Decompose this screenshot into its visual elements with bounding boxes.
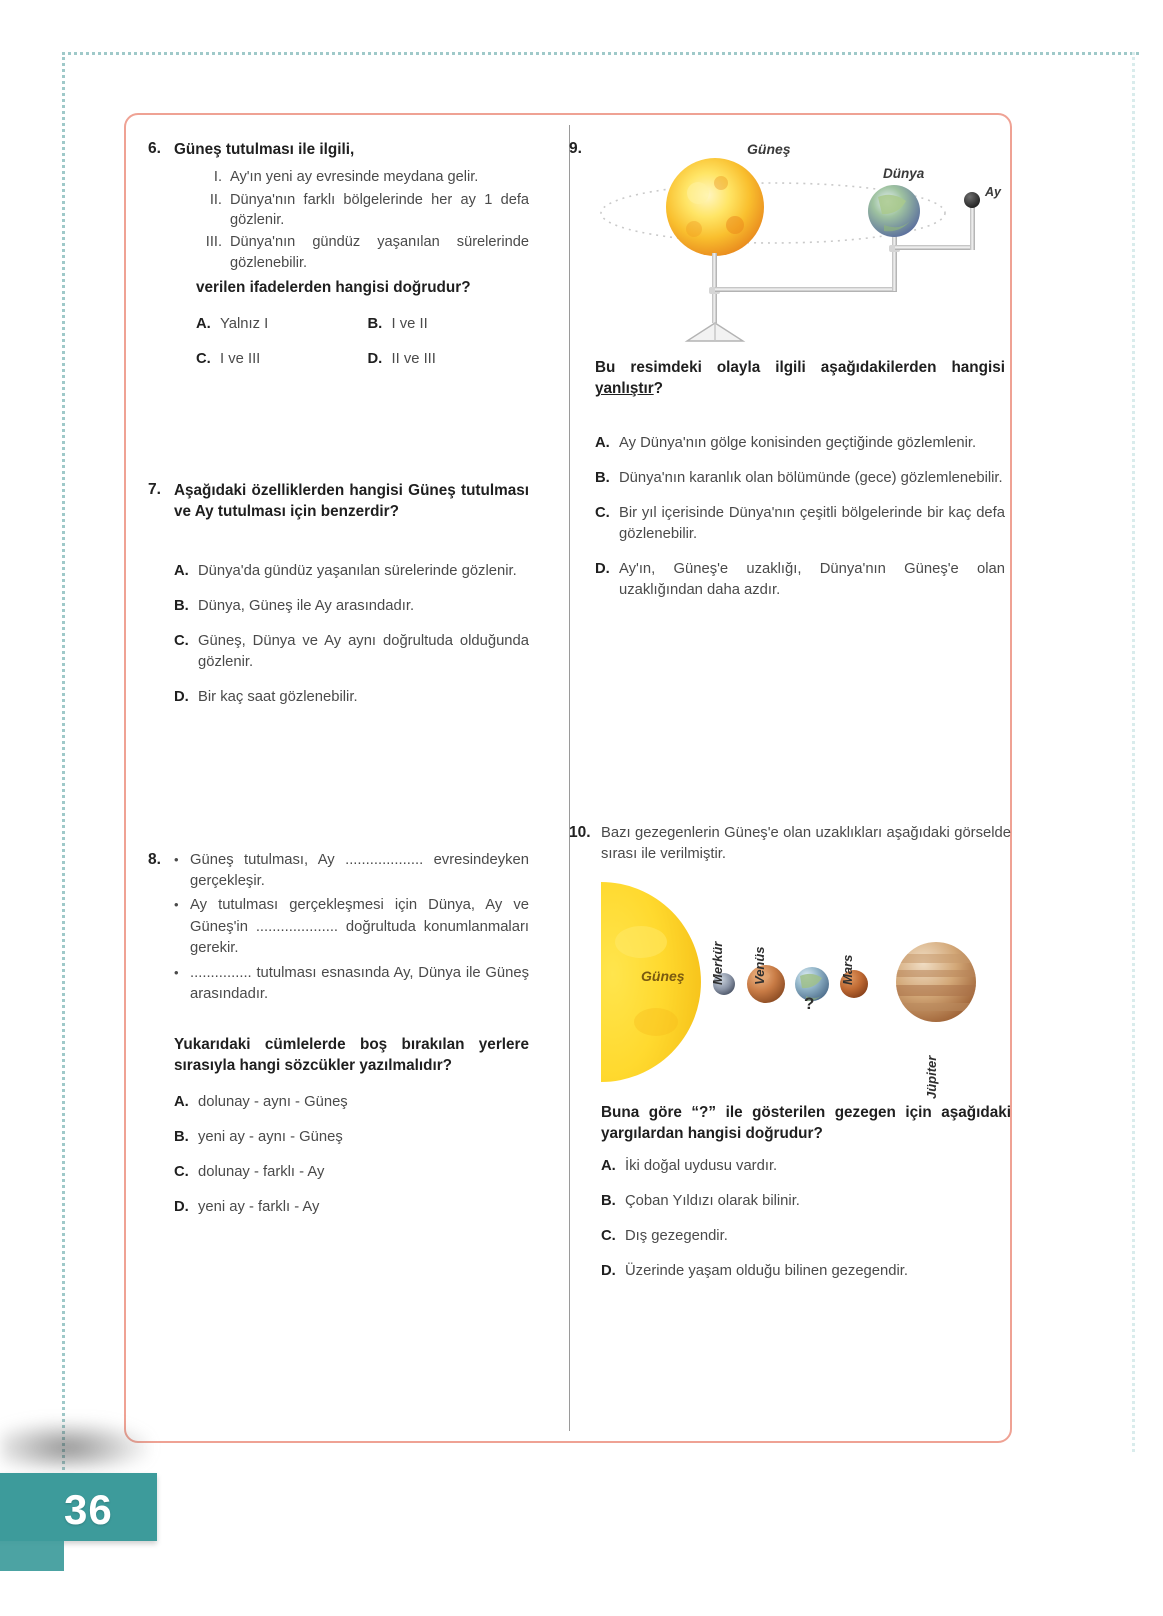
roman-label: III. (205, 234, 222, 251)
option-c[interactable] (601, 1226, 1011, 1247)
option-a[interactable] (174, 1092, 529, 1113)
planet-label-unknown: ? (804, 994, 815, 1014)
question-9-number: 9. (569, 140, 582, 157)
option-b[interactable] (368, 314, 530, 335)
option-label: D. (174, 1198, 189, 1215)
question-10-tail: Buna göre “?” ile gösterilen gezegen için aşağıdaki yargılardan hangisi doğrudur? (601, 1104, 1011, 1143)
orrery-svg (595, 141, 1005, 351)
option-d[interactable] (368, 349, 530, 370)
question-7-number: 7. (148, 481, 161, 499)
roman-item (174, 232, 529, 273)
planet-label-mars: Mars (840, 954, 855, 986)
option-c[interactable] (174, 1162, 529, 1183)
question-8-bullets (174, 850, 529, 1006)
roman-text: Dünya'nın farklı bölgelerinde her ay 1 defa gözlenir. (230, 191, 529, 228)
question-9-tail-underlined: yanlıştır (595, 380, 654, 398)
option-d[interactable] (174, 687, 529, 708)
option-label: D. (595, 561, 610, 578)
question-8 (148, 850, 529, 1232)
option-label: A. (174, 562, 189, 579)
question-10 (569, 823, 1011, 1296)
roman-label: I. (213, 169, 222, 186)
option-label: C. (174, 1163, 189, 1180)
roman-text: Dünya'nın gündüz yaşanılan sürelerinde gözlenebilir. (230, 234, 529, 271)
question-6-stem: Güneş tutulması ile ilgili, (174, 141, 355, 158)
orrery-earth-label: Dünya (883, 166, 925, 181)
question-9-tail (595, 357, 1005, 399)
planet-label-jupiter: Jüpiter (924, 1055, 939, 1100)
option-text: dolunay - aynı - Güneş (198, 1093, 348, 1110)
question-9-tail-part1: Bu resimdeki olayla ilgili aşağıdakilerden hangisi (595, 359, 1005, 376)
question-10-planets-diagram (601, 872, 1011, 1100)
roman-label: II. (209, 191, 222, 208)
option-label: C. (595, 505, 610, 522)
option-d[interactable] (601, 1261, 1011, 1282)
bullet-dot-icon: • (174, 964, 179, 980)
orrery-moon-label: Ay (985, 185, 1001, 199)
roman-text: Ay'ın yeni ay evresinde meydana gelir. (230, 169, 479, 186)
option-a[interactable] (601, 1156, 1011, 1177)
bullet-text: Ay tutulması gerçekleşmesi için Dünya, Ay ve Güneş'in .................... doğrultuda konumlanmaları gerekir. (190, 897, 529, 957)
option-text: Üzerinde yaşam olduğu bilinen gezegendir. (625, 1263, 908, 1280)
option-label: B. (367, 316, 383, 333)
page-number: 36 (64, 1486, 113, 1533)
option-label: B. (174, 597, 189, 614)
option-d[interactable] (595, 559, 1005, 601)
roman-item (174, 167, 529, 187)
option-text: Dünya'da gündüz yaşanılan sürelerinde gözlenir. (198, 562, 517, 579)
option-label: B. (595, 470, 610, 487)
question-6-roman-list (174, 167, 529, 273)
planet-label-mercury: Merkür (710, 941, 725, 986)
bullet-text: Güneş tutulması, Ay ................... evresindeyken gerçekleşir. (190, 851, 529, 889)
option-label: D. (367, 351, 383, 368)
option-text: yeni ay - aynı - Güneş (198, 1128, 343, 1145)
question-8-tail: Yukarıdaki cümlelerde boş bırakılan yerlere sırasıyla hangi sözcükler yazılmalıdır? (174, 1035, 529, 1074)
option-a[interactable] (196, 314, 358, 335)
question-8-number: 8. (148, 850, 161, 868)
question-6-options (174, 314, 529, 370)
bullet-text: ............... tutulması esnasında Ay, Dünya ile Güneş arasındadır. (190, 964, 529, 1003)
option-b[interactable] (174, 1127, 529, 1148)
option-text: Dış gezegendir. (625, 1228, 728, 1245)
option-text: Bir kaç saat gözlenebilir. (198, 688, 358, 705)
question-6-tail: verilen ifadelerden hangisi doğrudur? (196, 279, 471, 297)
bullet-dot-icon: • (174, 851, 179, 867)
option-text: Yalnız I (220, 316, 269, 333)
option-text: II ve III (391, 351, 436, 368)
planets-sun-label: Güneş (641, 968, 685, 985)
question-9 (569, 139, 1005, 615)
question-10-options (601, 1156, 1011, 1282)
question-10-stem: Bazı gezegenlerin Güneş'e olan uzaklıkları aşağıdaki görselde sırası ile verilmiştir. (601, 825, 1011, 862)
question-7-options (174, 561, 529, 708)
option-c[interactable] (595, 503, 1005, 545)
question-9-orrery-diagram (595, 141, 1005, 351)
page-tab-fold (0, 1541, 64, 1571)
option-b[interactable] (595, 468, 1005, 489)
bullet-item (174, 895, 529, 959)
option-text: I ve II (391, 316, 428, 333)
bullet-dot-icon: • (174, 897, 179, 913)
option-text: Çoban Yıldızı olarak bilinir. (625, 1193, 800, 1210)
option-label: C. (196, 351, 211, 368)
option-b[interactable] (174, 596, 529, 617)
option-text: İki doğal uydusu vardır. (625, 1158, 778, 1175)
question-6 (148, 139, 529, 370)
question-10-number: 10. (569, 824, 591, 842)
bullet-item (174, 850, 529, 893)
option-text: I ve III (220, 351, 261, 368)
option-label: C. (174, 632, 189, 649)
option-text: yeni ay - farklı - Ay (198, 1198, 320, 1215)
moon-sphere (964, 192, 980, 208)
page-dotted-frame-right (1132, 52, 1135, 1452)
question-8-options (174, 1092, 529, 1218)
option-label: A. (174, 1093, 189, 1110)
question-6-number: 6. (148, 140, 161, 157)
option-b[interactable] (601, 1191, 1011, 1212)
option-a[interactable] (595, 433, 1005, 454)
option-text: Bir yıl içerisinde Dünya'nın çeşitli bölgelerinde bir kaç defa gözlenebilir. (619, 505, 1005, 543)
question-9-tail-part2: ? (653, 380, 664, 398)
planet-label-venus: Venüs (752, 946, 767, 986)
content-card (124, 113, 1012, 1443)
option-a[interactable] (174, 561, 529, 582)
option-text: Ay Dünya'nın gölge konisinden geçtiğinde gözlemlenir. (619, 435, 977, 452)
option-c[interactable] (174, 631, 529, 673)
option-text: Güneş, Dünya ve Ay aynı doğrultuda olduğunda gözlenir. (198, 632, 529, 670)
page-tab-shadow (0, 1420, 150, 1470)
option-label: A. (196, 316, 211, 333)
option-text: Ay'ın, Güneş'e uzaklığı, Dünya'nın Güneş'e olan uzaklığından daha azdır. (619, 561, 1005, 599)
option-label: B. (601, 1193, 616, 1210)
orrery-sun-label: Güneş (747, 141, 791, 157)
option-c[interactable] (196, 349, 358, 370)
option-text: dolunay - farklı - Ay (198, 1163, 325, 1180)
roman-item (174, 190, 529, 231)
option-text: Dünya, Güneş ile Ay arasındadır. (198, 597, 415, 614)
question-7 (148, 480, 529, 721)
sun-sphere (666, 158, 764, 256)
option-d[interactable] (174, 1197, 529, 1218)
option-label: C. (601, 1228, 616, 1245)
option-label: A. (595, 435, 610, 452)
right-column (551, 131, 1011, 1431)
left-column (140, 131, 551, 1431)
option-label: D. (174, 688, 189, 705)
option-label: A. (601, 1158, 616, 1175)
option-label: B. (174, 1128, 189, 1145)
option-text: Dünya'nın karanlık olan bölümünde (gece) gözlemlenebilir. (619, 470, 1003, 487)
bullet-item (174, 963, 529, 1006)
option-label: D. (601, 1263, 616, 1280)
question-9-options (595, 433, 1005, 601)
question-7-stem: Aşağıdaki özelliklerden hangisi Güneş tutulması ve Ay tutulması için benzerdir? (174, 482, 529, 521)
